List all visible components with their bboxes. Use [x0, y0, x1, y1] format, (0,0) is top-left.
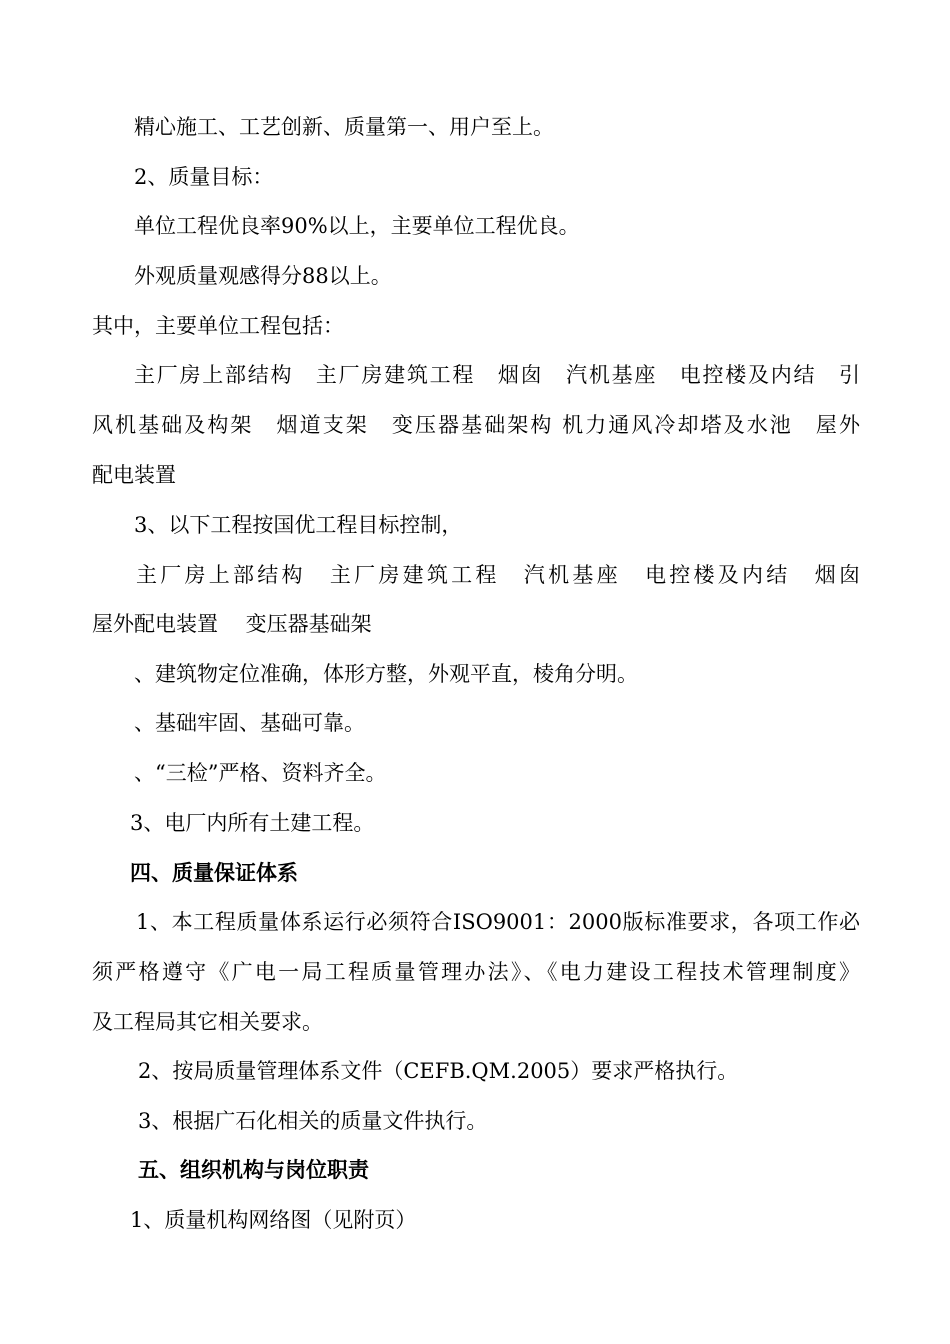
text-line: 1、本工程质量体系运行必须符合ISO9001：2000版标准要求，各项工作必 — [136, 910, 860, 934]
text-line: 其中，主要单位工程包括： — [92, 314, 344, 338]
text-line: 风机基础及构架 烟道支架 变压器基础架构 机力通风冷却塔及水池 屋外 — [92, 413, 860, 437]
text-line: 2、按局质量管理体系文件（CEFB.QM.2005）要求严格执行。 — [138, 1059, 739, 1083]
text-line: 3、根据广石化相关的质量文件执行。 — [138, 1109, 488, 1133]
text-line: 及工程局其它相关要求。 — [92, 1010, 323, 1034]
text-line: 2、质量目标： — [134, 165, 274, 189]
text-line: 屋外配电装置 变压器基础架 — [92, 612, 372, 636]
text-line: 1、质量机构网络图（见附页） — [130, 1208, 417, 1232]
section-heading: 五、组织机构与岗位职责 — [138, 1157, 369, 1182]
section-heading: 四、质量保证体系 — [130, 860, 298, 885]
text-line: 3、电厂内所有土建工程。 — [130, 811, 375, 835]
text-line: 精心施工、工艺创新、质量第一、用户至上。 — [134, 115, 554, 139]
text-line: 主厂房上部结构 主厂房建筑工程 烟囱 汽机基座 电控楼及内结 引 — [134, 363, 860, 387]
text-line: 、基础牢固、基础可靠。 — [134, 711, 365, 735]
text-line: 单位工程优良率90%以上，主要单位工程优良。 — [134, 214, 580, 238]
text-line: 3、以下工程按国优工程目标控制， — [134, 513, 463, 537]
text-line: 配电装置 — [92, 463, 176, 487]
text-line: 外观质量观感得分88以上。 — [134, 264, 392, 288]
text-line: 、建筑物定位准确，体形方整，外观平直，棱角分明。 — [134, 662, 638, 686]
text-line: 、“三检”严格、资料齐全。 — [134, 761, 387, 785]
text-line: 须严格遵守《广电一局工程质量管理办法》、《电力建设工程技术管理制度》 — [92, 960, 860, 984]
text-line: 主厂房上部结构 主厂房建筑工程 汽机基座 电控楼及内结 烟囱 — [136, 563, 860, 587]
